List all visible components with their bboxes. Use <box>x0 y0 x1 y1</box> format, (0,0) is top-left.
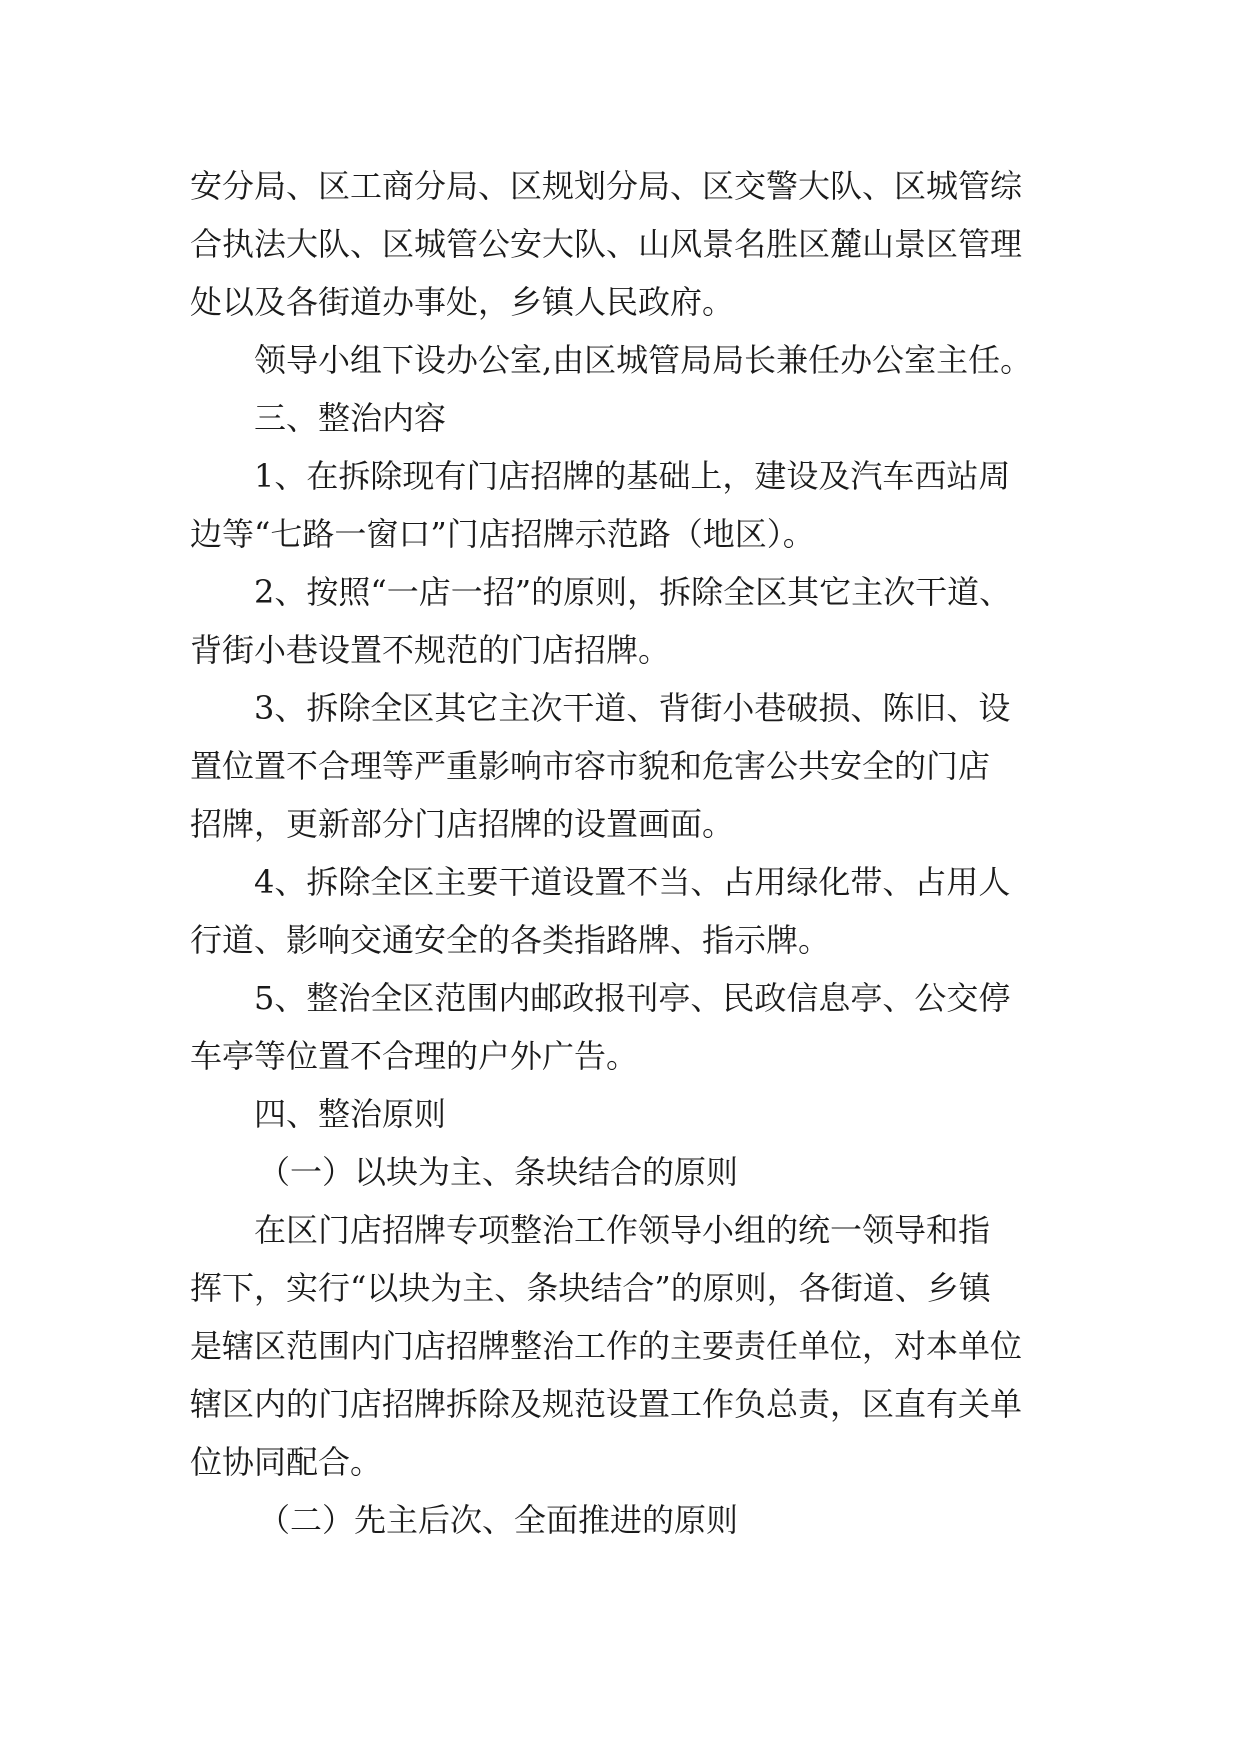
text-line: 背街小巷设置不规范的门店招牌。 <box>190 631 671 669</box>
text-line: 4、拆除全区主要干道设置不当、占用绿化带、占用人 <box>254 863 1011 901</box>
text-line: 1、在拆除现有门店招牌的基础上，建设及汽车西站周 <box>254 457 1011 495</box>
text-line: 行道、影响交通安全的各类指路牌、指示牌。 <box>190 921 831 959</box>
text-line: 置位置不合理等严重影响市容市貌和危害公共安全的门店 <box>190 747 991 785</box>
text-line: 是辖区范围内门店招牌整治工作的主要责任单位，对本单位 <box>190 1327 1023 1365</box>
subsection-heading: （二）先主后次、全面推进的原则 <box>258 1501 739 1539</box>
text-line: 合执法大队、区城管公安大队、山风景名胜区麓山景区管理 <box>190 225 1023 263</box>
text-line: 2、按照“一店一招”的原则，拆除全区其它主次干道、 <box>254 573 1012 611</box>
text-line: 边等“七路一窗口”门店招牌示范路（地区）。 <box>190 515 815 553</box>
text-line: 在区门店招牌专项整治工作领导小组的统一领导和指 <box>254 1211 991 1249</box>
text-line: 处以及各街道办事处，乡镇人民政府。 <box>190 283 735 321</box>
section-heading: 三、整治内容 <box>254 399 447 437</box>
text-line: 辖区内的门店招牌拆除及规范设置工作负总责，区直有关单 <box>190 1385 1023 1423</box>
text-line: 招牌，更新部分门店招牌的设置画面。 <box>190 805 735 843</box>
section-heading: 四、整治原则 <box>254 1095 447 1133</box>
text-line: 安分局、区工商分局、区规划分局、区交警大队、区城管综 <box>190 167 1023 205</box>
text-line: 车亭等位置不合理的户外广告。 <box>190 1037 639 1075</box>
text-line: 3、拆除全区其它主次干道、背街小巷破损、陈旧、设 <box>254 689 1011 727</box>
subsection-heading: （一）以块为主、条块结合的原则 <box>258 1153 739 1191</box>
text-line: 5、整治全区范围内邮政报刊亭、民政信息亭、公交停 <box>254 979 1011 1017</box>
text-line: 位协同配合。 <box>190 1443 383 1481</box>
text-line: 领导小组下设办公室,由区城管局局长兼任办公室主任。 <box>254 341 1033 379</box>
text-line: 挥下，实行“以块为主、条块结合”的原则，各街道、乡镇 <box>190 1269 991 1307</box>
